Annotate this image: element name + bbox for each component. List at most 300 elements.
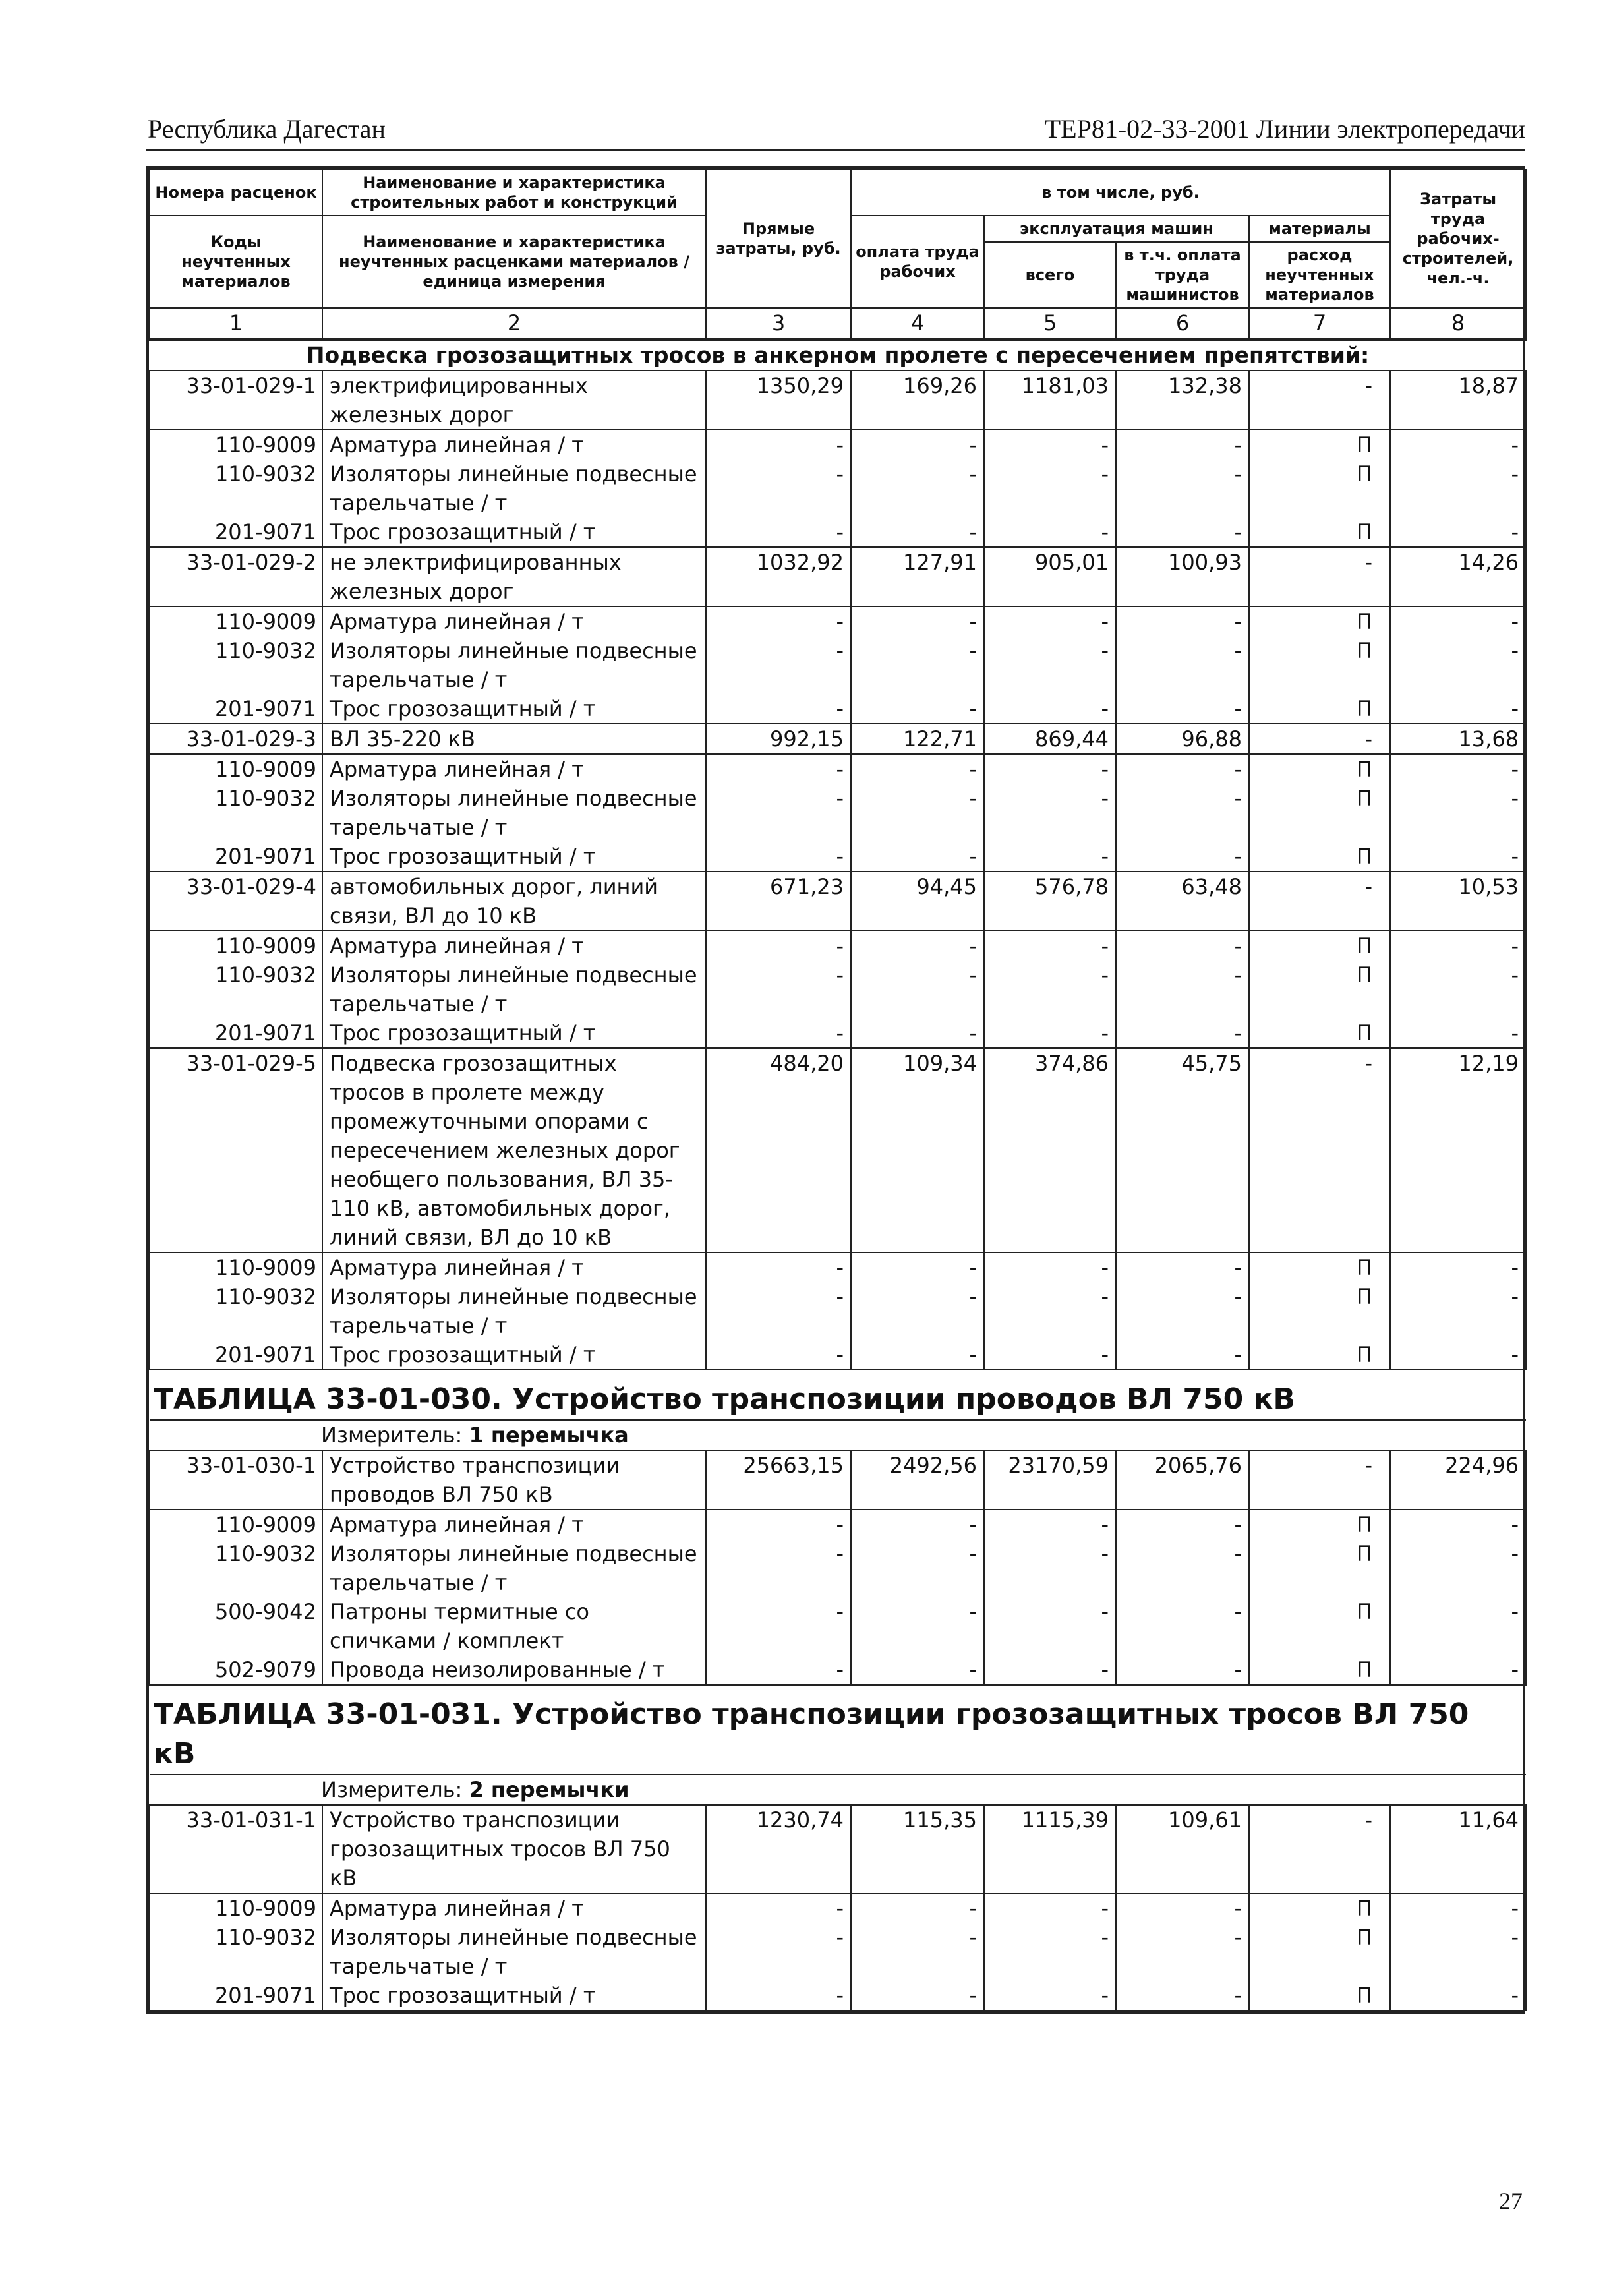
labor-pay: - (851, 1893, 984, 1923)
col-number: 2 (322, 308, 706, 339)
material-name: Изоляторы линейные подвесные тарельчатые / т (322, 784, 706, 842)
material-row (150, 842, 1526, 871)
labor-pay: - (851, 1252, 984, 1282)
materials-consumption: П (1249, 459, 1390, 517)
measure-value: 1 перемычка (469, 1423, 629, 1448)
rate-code: 33-01-029-3 (150, 724, 322, 754)
machinists-pay: 45,75 (1116, 1048, 1249, 1252)
labor-pay: - (851, 1597, 984, 1655)
rate-code: 33-01-030-1 (150, 1450, 322, 1510)
direct-costs: - (706, 459, 851, 517)
materials-consumption: П (1249, 754, 1390, 784)
labor-pay: 122,71 (851, 724, 984, 754)
rate-row (150, 871, 1526, 931)
labor-pay: 127,91 (851, 547, 984, 606)
machinists-pay: - (1116, 842, 1249, 871)
machinists-pay: - (1116, 459, 1249, 517)
col-number: 7 (1249, 308, 1390, 339)
machines-total: 1115,39 (984, 1805, 1116, 1893)
labor-hours: 10,53 (1390, 871, 1526, 931)
material-row (150, 606, 1526, 636)
material-row (150, 931, 1526, 960)
materials-consumption: П (1249, 842, 1390, 871)
machinists-pay: - (1116, 960, 1249, 1018)
machines-total: - (984, 784, 1116, 842)
material-row (150, 1893, 1526, 1923)
labor-pay: - (851, 430, 984, 459)
material-code: 201-9071 (150, 517, 322, 547)
material-name: Изоляторы линейные подвесные тарельчатые / т (322, 960, 706, 1018)
labor-hours: - (1390, 1282, 1526, 1340)
material-name: Изоляторы линейные подвесные тарельчатые / т (322, 1923, 706, 1981)
measure-row (150, 1775, 1526, 1805)
material-name: Арматура линейная / т (322, 1893, 706, 1923)
materials-consumption: П (1249, 1655, 1390, 1685)
machinists-pay: - (1116, 1923, 1249, 1981)
labor-hours: - (1390, 960, 1526, 1018)
machines-total: - (984, 1510, 1116, 1539)
material-code: 201-9071 (150, 1340, 322, 1370)
machinists-pay: - (1116, 1252, 1249, 1282)
machinists-pay: - (1116, 1655, 1249, 1685)
rate-code: 33-01-029-1 (150, 370, 322, 430)
material-row (150, 636, 1526, 694)
labor-pay: 94,45 (851, 871, 984, 931)
material-code: 110-9032 (150, 636, 322, 694)
header-region: Республика Дагестан (148, 114, 386, 144)
materials-consumption: П (1249, 1597, 1390, 1655)
machinists-pay: - (1116, 517, 1249, 547)
material-name: Арматура линейная / т (322, 1510, 706, 1539)
rate-row (150, 1450, 1526, 1510)
material-row (150, 430, 1526, 459)
materials-consumption: - (1249, 871, 1390, 931)
direct-costs: - (706, 1655, 851, 1685)
material-code: 110-9009 (150, 931, 322, 960)
machinists-pay: - (1116, 1539, 1249, 1597)
machines-total: - (984, 430, 1116, 459)
direct-costs: - (706, 1252, 851, 1282)
material-code: 110-9009 (150, 1893, 322, 1923)
machines-total: 905,01 (984, 547, 1116, 606)
machinists-pay: 96,88 (1116, 724, 1249, 754)
machinists-pay: 2065,76 (1116, 1450, 1249, 1510)
machinists-pay: - (1116, 1893, 1249, 1923)
machines-total: - (984, 842, 1116, 871)
material-name: Трос грозозащитный / т (322, 1981, 706, 2011)
labor-pay: 109,34 (851, 1048, 984, 1252)
material-code: 110-9009 (150, 754, 322, 784)
machinists-pay: - (1116, 1340, 1249, 1370)
materials-consumption: П (1249, 1282, 1390, 1340)
col-number: 4 (851, 308, 984, 339)
direct-costs: - (706, 430, 851, 459)
machinists-pay: - (1116, 694, 1249, 724)
labor-hours: 13,68 (1390, 724, 1526, 754)
machines-total: 576,78 (984, 871, 1116, 931)
machinists-pay: - (1116, 1981, 1249, 2011)
direct-costs: - (706, 784, 851, 842)
machinists-pay: - (1116, 1510, 1249, 1539)
material-code: 110-9009 (150, 1252, 322, 1282)
labor-pay: - (851, 1655, 984, 1685)
materials-consumption: П (1249, 517, 1390, 547)
direct-costs: 1230,74 (706, 1805, 851, 1893)
table-title: ТАБЛИЦА 33-01-030. Устройство транспозиции проводов ВЛ 750 кВ (150, 1370, 1526, 1420)
labor-hours: - (1390, 1597, 1526, 1655)
table-title-row (150, 1685, 1526, 1775)
labor-pay: - (851, 1923, 984, 1981)
material-code: 110-9032 (150, 459, 322, 517)
labor-pay: - (851, 1510, 984, 1539)
material-code: 110-9032 (150, 1539, 322, 1597)
direct-costs: - (706, 636, 851, 694)
direct-costs: - (706, 960, 851, 1018)
labor-hours: 224,96 (1390, 1450, 1526, 1510)
machines-total: - (984, 459, 1116, 517)
labor-pay: - (851, 960, 984, 1018)
labor-hours: - (1390, 636, 1526, 694)
col-number: 8 (1390, 308, 1526, 339)
material-name: Арматура линейная / т (322, 1252, 706, 1282)
labor-hours: - (1390, 1340, 1526, 1370)
direct-costs: - (706, 1510, 851, 1539)
labor-pay: 2492,56 (851, 1450, 984, 1510)
table-title-row (150, 1370, 1526, 1420)
machines-total: - (984, 694, 1116, 724)
material-row (150, 754, 1526, 784)
material-code: 110-9009 (150, 606, 322, 636)
material-row (150, 784, 1526, 842)
direct-costs: - (706, 1923, 851, 1981)
labor-pay: - (851, 1018, 984, 1048)
material-row (150, 1018, 1526, 1048)
material-code: 201-9071 (150, 1018, 322, 1048)
table-title: ТАБЛИЦА 33-01-031. Устройство транспозиции грозозащитных тросов ВЛ 750 кВ (150, 1685, 1526, 1775)
labor-hours: - (1390, 459, 1526, 517)
material-row (150, 517, 1526, 547)
materials-consumption: П (1249, 1981, 1390, 2011)
material-row (150, 459, 1526, 517)
material-code: 201-9071 (150, 842, 322, 871)
machinists-pay: 100,93 (1116, 547, 1249, 606)
labor-hours: - (1390, 784, 1526, 842)
labor-hours: - (1390, 1893, 1526, 1923)
rate-name: Устройство транспозиции проводов ВЛ 750 кВ (322, 1450, 706, 1510)
rate-row (150, 1805, 1526, 1893)
labor-pay: - (851, 694, 984, 724)
labor-pay: - (851, 784, 984, 842)
rate-name: Подвеска грозозащитных тросов в пролете между промежуточными опорами с пересечением железных дорог необщего пользования, ВЛ 35-110 кВ, автомобильных дорог, линий связи, ВЛ до 10 кВ (322, 1048, 706, 1252)
direct-costs: - (706, 694, 851, 724)
labor-hours: - (1390, 430, 1526, 459)
material-row (150, 1923, 1526, 1981)
labor-pay: - (851, 1981, 984, 2011)
material-name: Трос грозозащитный / т (322, 517, 706, 547)
material-name: Арматура линейная / т (322, 606, 706, 636)
machinists-pay: - (1116, 784, 1249, 842)
labor-hours: - (1390, 931, 1526, 960)
machines-header: эксплуатация машин (984, 216, 1249, 242)
direct-costs: - (706, 931, 851, 960)
col8-header: Затраты труда рабочих-строителей, чел.-ч. (1390, 169, 1526, 308)
machines-total: 869,44 (984, 724, 1116, 754)
material-row (150, 1510, 1526, 1539)
direct-costs: - (706, 1893, 851, 1923)
material-row (150, 694, 1526, 724)
direct-costs: 484,20 (706, 1048, 851, 1252)
rate-row (150, 1048, 1526, 1252)
material-row (150, 960, 1526, 1018)
materials-consumption: П (1249, 606, 1390, 636)
material-code: 110-9032 (150, 1923, 322, 1981)
material-name: Трос грозозащитный / т (322, 694, 706, 724)
rate-name: не электрифицированных железных дорог (322, 547, 706, 606)
labor-pay: - (851, 842, 984, 871)
machines-total: - (984, 636, 1116, 694)
materials-consumption: П (1249, 784, 1390, 842)
col3-header: Прямые затраты, руб. (706, 169, 851, 308)
col6-header: в т.ч. оплата труда машинистов (1116, 242, 1249, 308)
machinists-pay: - (1116, 1282, 1249, 1340)
machinists-pay: - (1116, 1597, 1249, 1655)
labor-pay: - (851, 1340, 984, 1370)
col2-bottom-header: Наименование и характеристика неучтенных расценками материалов / единица измерения (322, 216, 706, 308)
labor-hours: 11,64 (1390, 1805, 1526, 1893)
header-rule (146, 149, 1525, 151)
material-name: Трос грозозащитный / т (322, 842, 706, 871)
machines-total: - (984, 1981, 1116, 2011)
labor-pay: - (851, 517, 984, 547)
material-name: Трос грозозащитный / т (322, 1340, 706, 1370)
direct-costs: - (706, 754, 851, 784)
machines-total: - (984, 931, 1116, 960)
materials-consumption: П (1249, 931, 1390, 960)
machines-total: - (984, 754, 1116, 784)
measure-row (150, 1420, 1526, 1450)
direct-costs: 671,23 (706, 871, 851, 931)
machines-total: - (984, 1252, 1116, 1282)
material-name: Арматура линейная / т (322, 754, 706, 784)
rates-table-body (150, 339, 1526, 2011)
labor-pay: - (851, 1539, 984, 1597)
rate-code: 33-01-029-4 (150, 871, 322, 931)
machines-total: - (984, 1893, 1116, 1923)
header-document-code: ТЕР81-02-33-2001 Линии электропередачи (1044, 114, 1525, 144)
direct-costs: - (706, 1597, 851, 1655)
material-code: 500-9042 (150, 1597, 322, 1655)
material-row (150, 1340, 1526, 1370)
rates-table (149, 169, 1527, 2011)
labor-pay: - (851, 606, 984, 636)
material-name: Изоляторы линейные подвесные тарельчатые / т (322, 1282, 706, 1340)
labor-hours: - (1390, 842, 1526, 871)
direct-costs: 1032,92 (706, 547, 851, 606)
rate-name: ВЛ 35-220 кВ (322, 724, 706, 754)
material-code: 502-9079 (150, 1655, 322, 1685)
material-code: 110-9009 (150, 1510, 322, 1539)
direct-costs: - (706, 1539, 851, 1597)
rate-row (150, 724, 1526, 754)
including-header: в том числе, руб. (851, 169, 1390, 216)
materials-consumption: - (1249, 1450, 1390, 1510)
col1-bottom-header: Коды неучтенных материалов (150, 216, 322, 308)
materials-consumption: - (1249, 724, 1390, 754)
col-number: 3 (706, 308, 851, 339)
rate-row (150, 547, 1526, 606)
material-row (150, 1981, 1526, 2011)
rate-name: автомобильных дорог, линий связи, ВЛ до 10 кВ (322, 871, 706, 931)
material-name: Трос грозозащитный / т (322, 1018, 706, 1048)
labor-hours: - (1390, 1655, 1526, 1685)
machinists-pay: 132,38 (1116, 370, 1249, 430)
machines-total: - (984, 1282, 1116, 1340)
labor-pay: 169,26 (851, 370, 984, 430)
material-code: 110-9032 (150, 960, 322, 1018)
group-title: Подвеска грозозащитных тросов в анкерном пролете с пересечением препятствий: (150, 339, 1526, 371)
material-row (150, 1282, 1526, 1340)
materials-consumption: - (1249, 1805, 1390, 1893)
rate-name: электрифицированных железных дорог (322, 370, 706, 430)
col-number: 6 (1116, 308, 1249, 339)
machines-total: 374,86 (984, 1048, 1116, 1252)
material-name: Изоляторы линейные подвесные тарельчатые / т (322, 459, 706, 517)
labor-hours: - (1390, 1539, 1526, 1597)
machinists-pay: - (1116, 606, 1249, 636)
rate-code: 33-01-029-5 (150, 1048, 322, 1252)
rate-row (150, 370, 1526, 430)
machines-total: - (984, 1597, 1116, 1655)
material-row (150, 1539, 1526, 1597)
machinists-pay: - (1116, 754, 1249, 784)
materials-consumption: П (1249, 1510, 1390, 1539)
col7-header: расход неучтенных материалов (1249, 242, 1390, 308)
material-code: 110-9032 (150, 1282, 322, 1340)
labor-hours: - (1390, 517, 1526, 547)
material-name: Изоляторы линейные подвесные тарельчатые / т (322, 1539, 706, 1597)
direct-costs: 1350,29 (706, 370, 851, 430)
materials-consumption: П (1249, 1923, 1390, 1981)
direct-costs: 25663,15 (706, 1450, 851, 1510)
machinists-pay: - (1116, 1018, 1249, 1048)
materials-consumption: П (1249, 636, 1390, 694)
measure-label: Измеритель: (321, 1423, 463, 1448)
measure-cell (150, 1420, 1526, 1450)
rate-code: 33-01-031-1 (150, 1805, 322, 1893)
labor-hours: - (1390, 1252, 1526, 1282)
machines-total: 23170,59 (984, 1450, 1116, 1510)
materials-consumption: П (1249, 1539, 1390, 1597)
labor-hours: - (1390, 754, 1526, 784)
direct-costs: - (706, 1340, 851, 1370)
direct-costs: - (706, 1981, 851, 2011)
machines-total: - (984, 606, 1116, 636)
materials-consumption: П (1249, 1340, 1390, 1370)
labor-pay: - (851, 931, 984, 960)
material-code: 110-9032 (150, 784, 322, 842)
machines-total: - (984, 960, 1116, 1018)
col5-header: всего (984, 242, 1116, 308)
labor-hours: 12,19 (1390, 1048, 1526, 1252)
rate-code: 33-01-029-2 (150, 547, 322, 606)
measure-cell (150, 1775, 1526, 1805)
machinists-pay: - (1116, 931, 1249, 960)
materials-consumption: - (1249, 370, 1390, 430)
col4-header: оплата труда рабочих (851, 216, 984, 308)
labor-pay: - (851, 754, 984, 784)
material-code: 201-9071 (150, 694, 322, 724)
material-name: Патроны термитные со спичками / комплект (322, 1597, 706, 1655)
material-name: Арматура линейная / т (322, 931, 706, 960)
machines-total: - (984, 1923, 1116, 1981)
rates-table-container (146, 166, 1525, 2014)
material-row (150, 1655, 1526, 1685)
material-code: 201-9071 (150, 1981, 322, 2011)
labor-pay: - (851, 1282, 984, 1340)
labor-hours: - (1390, 1981, 1526, 2011)
material-name: Провода неизолированные / т (322, 1655, 706, 1685)
direct-costs: - (706, 842, 851, 871)
col-number: 5 (984, 308, 1116, 339)
measure-label: Измеритель: (321, 1777, 463, 1802)
col-number: 1 (150, 308, 322, 339)
materials-consumption: П (1249, 1893, 1390, 1923)
materials-consumption: - (1249, 1048, 1390, 1252)
materials-consumption: - (1249, 547, 1390, 606)
labor-hours: - (1390, 1510, 1526, 1539)
labor-hours: - (1390, 1018, 1526, 1048)
labor-hours: - (1390, 694, 1526, 724)
direct-costs: - (706, 1282, 851, 1340)
rate-name: Устройство транспозиции грозозащитных тросов ВЛ 750 кВ (322, 1805, 706, 1893)
labor-hours: - (1390, 1923, 1526, 1981)
material-name: Арматура линейная / т (322, 430, 706, 459)
col1-top-header: Номера расценок (150, 169, 322, 216)
machines-total: 1181,03 (984, 370, 1116, 430)
material-row (150, 1252, 1526, 1282)
labor-pay: - (851, 459, 984, 517)
labor-pay: - (851, 636, 984, 694)
col2-top-header: Наименование и характеристика строительных работ и конструкций (322, 169, 706, 216)
materials-consumption: П (1249, 1018, 1390, 1048)
direct-costs: - (706, 606, 851, 636)
materials-consumption: П (1249, 1252, 1390, 1282)
machines-total: - (984, 1539, 1116, 1597)
labor-hours: - (1390, 606, 1526, 636)
machinists-pay: - (1116, 430, 1249, 459)
labor-hours: 18,87 (1390, 370, 1526, 430)
machines-total: - (984, 1018, 1116, 1048)
materials-consumption: П (1249, 694, 1390, 724)
machines-total: - (984, 1340, 1116, 1370)
direct-costs: - (706, 517, 851, 547)
material-row (150, 1597, 1526, 1655)
direct-costs: 992,15 (706, 724, 851, 754)
labor-hours: 14,26 (1390, 547, 1526, 606)
materials-consumption: П (1249, 430, 1390, 459)
machines-total: - (984, 517, 1116, 547)
direct-costs: - (706, 1018, 851, 1048)
machinists-pay: 109,61 (1116, 1805, 1249, 1893)
machinists-pay: - (1116, 636, 1249, 694)
labor-pay: 115,35 (851, 1805, 984, 1893)
material-name: Изоляторы линейные подвесные тарельчатые / т (322, 636, 706, 694)
page-number: 27 (1499, 2188, 1523, 2214)
machines-total: - (984, 1655, 1116, 1685)
materials-consumption: П (1249, 960, 1390, 1018)
material-code: 110-9009 (150, 430, 322, 459)
materials-header: материалы (1249, 216, 1390, 242)
